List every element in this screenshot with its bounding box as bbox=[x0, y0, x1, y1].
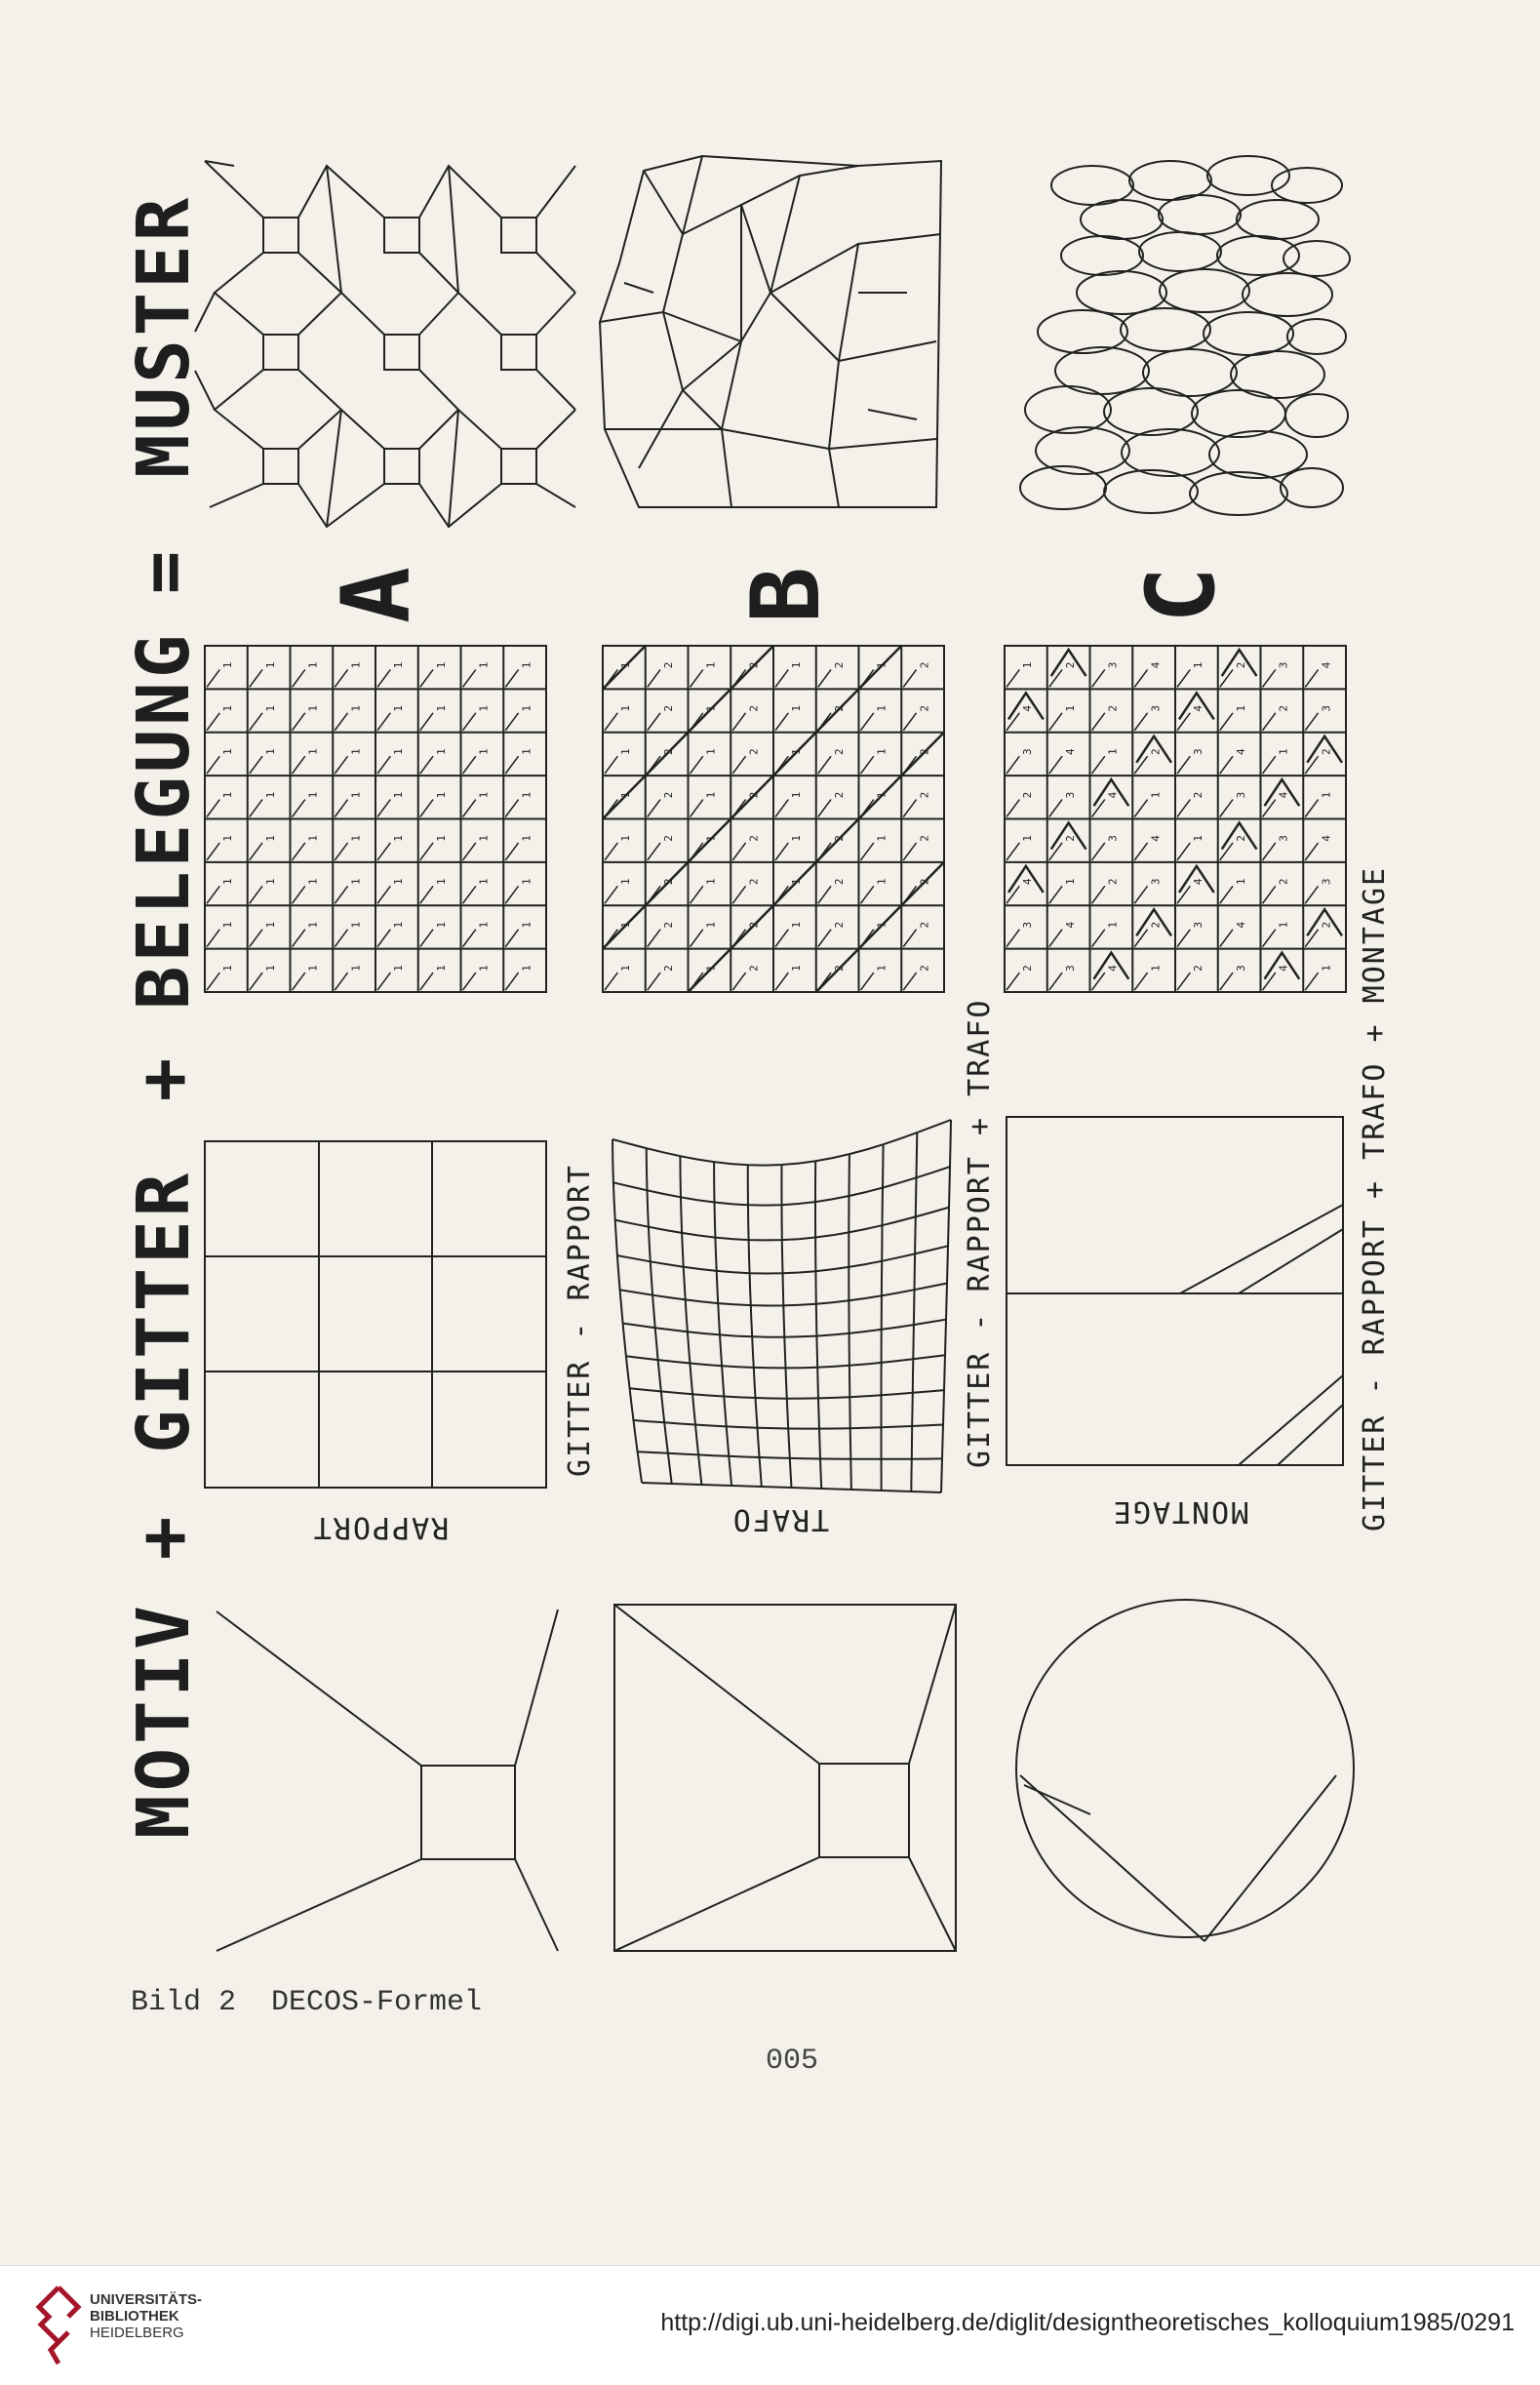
grid-cell-number: 1 bbox=[263, 661, 277, 669]
grid-cell-number: 1 bbox=[520, 661, 533, 669]
grid-cell-number: 1 bbox=[221, 748, 235, 756]
grid-cell-number: 1 bbox=[619, 791, 633, 799]
grid-cell-number: 1 bbox=[875, 791, 888, 799]
grid-cell-number: 1 bbox=[704, 965, 718, 972]
grid-cell-number: 1 bbox=[349, 965, 363, 972]
grid-cell-number: 3 bbox=[1277, 661, 1290, 669]
grid-cell-number: 1 bbox=[704, 705, 718, 712]
grid-cell-number: 1 bbox=[221, 965, 235, 972]
grid-cell-number: 1 bbox=[263, 921, 277, 929]
label-rapport: RAPPORT bbox=[311, 1510, 450, 1544]
grid-cell-number: 1 bbox=[434, 965, 448, 972]
grid-cell-number: 2 bbox=[661, 878, 675, 886]
label-gitter-rapport-trafo-montage: GITTER - RAPPORT + TRAFO + MONTAGE bbox=[1358, 865, 1392, 1531]
grid-cell-number: 1 bbox=[263, 748, 277, 756]
grid-cell-number: 1 bbox=[619, 878, 633, 886]
grid-cell-number: 2 bbox=[832, 748, 846, 756]
formula-equals: = bbox=[122, 546, 206, 595]
grid-cell-number: 2 bbox=[747, 878, 761, 886]
grid-cell-number: 1 bbox=[790, 965, 804, 972]
grid-cell-number: 1 bbox=[875, 705, 888, 712]
grid-cell-number: 2 bbox=[1063, 835, 1077, 842]
grid-cell-number: 1 bbox=[704, 921, 718, 929]
formula-belegung: BELEGUNG bbox=[122, 630, 206, 1010]
grid-cell-number: 2 bbox=[1277, 878, 1290, 886]
grid-cell-number: 1 bbox=[221, 791, 235, 799]
grid-cell-number: 1 bbox=[477, 921, 491, 929]
grid-cell-number: 1 bbox=[392, 661, 406, 669]
grid-cell-number: 1 bbox=[790, 921, 804, 929]
grid-cell-number: 1 bbox=[221, 921, 235, 929]
grid-cell-number: 2 bbox=[918, 921, 931, 929]
grid-cell-number: 2 bbox=[747, 661, 761, 669]
grid-cell-number: 1 bbox=[704, 791, 718, 799]
grid-cell-number: 1 bbox=[875, 661, 888, 669]
grid-cell-number: 1 bbox=[392, 705, 406, 712]
grid-cell-number: 1 bbox=[477, 878, 491, 886]
source-url-link[interactable]: http://digi.ub.uni-heidelberg.de/diglit/designtheoretisches_kolloquium1985/0291 bbox=[660, 2309, 1515, 2336]
grid-cell-number: 2 bbox=[1234, 661, 1247, 669]
grid-cell-number: 2 bbox=[661, 921, 675, 929]
grid-cell-number: 1 bbox=[1149, 965, 1163, 972]
grid-cell-number: 1 bbox=[306, 791, 320, 799]
grid-cell-number: 1 bbox=[1063, 878, 1077, 886]
grid-cell-number: 1 bbox=[392, 921, 406, 929]
grid-cell-number: 2 bbox=[661, 835, 675, 842]
grid-cell-number: 1 bbox=[477, 791, 491, 799]
grid-cell-number: 2 bbox=[918, 878, 931, 886]
grid-cell-number: 2 bbox=[747, 748, 761, 756]
grid-cell-number: 3 bbox=[1277, 835, 1290, 842]
grid-cell-number: 2 bbox=[1106, 705, 1120, 712]
grid-cell-number: 4 bbox=[1277, 791, 1290, 799]
grid-cell-number: 1 bbox=[619, 748, 633, 756]
grid-cell-number: 1 bbox=[349, 791, 363, 799]
grid-cell-number: 2 bbox=[1021, 965, 1035, 972]
grid-cell-number: 1 bbox=[619, 705, 633, 712]
formula-plus-1: + bbox=[122, 1512, 206, 1561]
grid-cell-number: 2 bbox=[1320, 921, 1333, 929]
figure-caption: Bild 2 DECOS-Formel bbox=[131, 1986, 483, 2019]
grid-cell-number: 1 bbox=[221, 878, 235, 886]
grid-cell-number: 2 bbox=[661, 791, 675, 799]
grid-cell-number: 2 bbox=[832, 661, 846, 669]
grid-cell-number: 1 bbox=[477, 705, 491, 712]
grid-cell-number: 2 bbox=[832, 835, 846, 842]
grid-cell-number: 1 bbox=[520, 705, 533, 712]
library-name-line-2: BIBLIOTHEK bbox=[90, 2308, 179, 2325]
pattern-b bbox=[600, 156, 941, 507]
grid-cell-number: 1 bbox=[704, 835, 718, 842]
grid-cell-number: 1 bbox=[392, 878, 406, 886]
grid-cell-number: 1 bbox=[619, 921, 633, 929]
grid-cell-number: 2 bbox=[1149, 921, 1163, 929]
grid-cell-number: 2 bbox=[918, 748, 931, 756]
grid-cell-number: 2 bbox=[1063, 661, 1077, 669]
formula-plus-2: + bbox=[122, 1053, 206, 1102]
grid-cell-number: 1 bbox=[349, 878, 363, 886]
gitter-rapport-grid bbox=[205, 1141, 546, 1488]
grid-cell-number: 4 bbox=[1106, 791, 1120, 799]
grid-cell-number: 1 bbox=[704, 878, 718, 886]
grid-cell-number: 2 bbox=[661, 965, 675, 972]
grid-cell-number: 2 bbox=[1192, 791, 1205, 799]
grid-cell-number: 4 bbox=[1234, 921, 1247, 929]
motiv-c bbox=[1016, 1600, 1354, 1941]
grid-cell-number: 1 bbox=[875, 835, 888, 842]
grid-cell-number: 3 bbox=[1063, 965, 1077, 972]
grid-cell-number: 1 bbox=[790, 835, 804, 842]
grid-cell-number: 1 bbox=[520, 965, 533, 972]
grid-cell-number: 2 bbox=[918, 791, 931, 799]
library-name-line-1: UNIVERSITÄTS- bbox=[90, 2291, 203, 2308]
grid-cell-number: 1 bbox=[392, 791, 406, 799]
grid-cell-number: 3 bbox=[1106, 661, 1120, 669]
page-number: 005 bbox=[766, 2045, 819, 2078]
grid-cell-number: 1 bbox=[221, 705, 235, 712]
motiv-a bbox=[217, 1610, 558, 1951]
grid-cell-number: 1 bbox=[1192, 835, 1205, 842]
grid-cell-number: 1 bbox=[790, 661, 804, 669]
grid-cell-number: 2 bbox=[1192, 965, 1205, 972]
grid-cell-number: 2 bbox=[918, 661, 931, 669]
label-trafo: TRAFO bbox=[731, 1502, 830, 1536]
belegung-grid-a bbox=[205, 646, 546, 992]
library-logo-icon bbox=[35, 2286, 82, 2365]
grid-cell-number: 1 bbox=[306, 878, 320, 886]
grid-cell-number: 2 bbox=[1234, 835, 1247, 842]
grid-cell-number: 1 bbox=[306, 661, 320, 669]
motiv-b bbox=[614, 1605, 956, 1951]
grid-cell-number: 1 bbox=[434, 878, 448, 886]
grid-cell-number: 3 bbox=[1106, 835, 1120, 842]
grid-cell-number: 1 bbox=[704, 748, 718, 756]
grid-cell-number: 2 bbox=[832, 791, 846, 799]
grid-cell-number: 4 bbox=[1320, 661, 1333, 669]
row-letter-a: A bbox=[322, 567, 431, 623]
grid-cell-number: 4 bbox=[1106, 965, 1120, 972]
grid-cell-number: 4 bbox=[1192, 705, 1205, 712]
grid-cell-number: 1 bbox=[434, 705, 448, 712]
grid-cell-number: 1 bbox=[1234, 705, 1247, 712]
grid-cell-number: 3 bbox=[1063, 791, 1077, 799]
grid-cell-number: 1 bbox=[875, 965, 888, 972]
grid-cell-number: 1 bbox=[477, 661, 491, 669]
label-montage: MONTAGE bbox=[1111, 1494, 1249, 1529]
gitter-montage-grid bbox=[1007, 1117, 1343, 1465]
grid-cell-number: 1 bbox=[1277, 921, 1290, 929]
grid-cell-number: 3 bbox=[1021, 748, 1035, 756]
grid-cell-number: 1 bbox=[263, 965, 277, 972]
grid-cell-number: 3 bbox=[1234, 791, 1247, 799]
grid-cell-number: 1 bbox=[349, 705, 363, 712]
pattern-a bbox=[195, 161, 575, 527]
grid-cell-number: 1 bbox=[434, 835, 448, 842]
library-name-line-3: HEIDELBERG bbox=[90, 2325, 184, 2341]
grid-cell-number: 1 bbox=[1149, 791, 1163, 799]
grid-cell-number: 1 bbox=[263, 705, 277, 712]
grid-cell-number: 1 bbox=[1106, 748, 1120, 756]
belegung-grid-b bbox=[603, 646, 944, 992]
grid-cell-number: 1 bbox=[434, 791, 448, 799]
label-gitter-rapport-trafo: GITTER - RAPPORT + TRAFO bbox=[963, 998, 997, 1468]
grid-cell-number: 1 bbox=[875, 921, 888, 929]
grid-cell-number: 1 bbox=[1320, 965, 1333, 972]
grid-cell-number: 2 bbox=[1106, 878, 1120, 886]
grid-cell-number: 3 bbox=[1021, 921, 1035, 929]
grid-cell-number: 4 bbox=[1149, 661, 1163, 669]
grid-cell-number: 1 bbox=[520, 921, 533, 929]
grid-cell-number: 3 bbox=[1320, 705, 1333, 712]
grid-cell-number: 1 bbox=[1106, 921, 1120, 929]
grid-cell-number: 1 bbox=[221, 835, 235, 842]
grid-cell-number: 1 bbox=[306, 748, 320, 756]
grid-cell-number: 1 bbox=[1320, 791, 1333, 799]
grid-cell-number: 4 bbox=[1149, 835, 1163, 842]
grid-cell-number: 1 bbox=[619, 661, 633, 669]
grid-cell-number: 3 bbox=[1149, 878, 1163, 886]
grid-cell-number: 2 bbox=[747, 835, 761, 842]
grid-cell-number: 3 bbox=[1149, 705, 1163, 712]
grid-cell-number: 4 bbox=[1320, 835, 1333, 842]
grid-cell-number: 2 bbox=[661, 661, 675, 669]
grid-cell-number: 1 bbox=[306, 835, 320, 842]
grid-cell-number: 1 bbox=[1021, 835, 1035, 842]
grid-cell-number: 3 bbox=[1234, 965, 1247, 972]
belegung-grid-c bbox=[1005, 646, 1346, 992]
grid-cell-number: 1 bbox=[349, 748, 363, 756]
grid-cell-number: 2 bbox=[832, 921, 846, 929]
grid-cell-number: 1 bbox=[790, 878, 804, 886]
grid-cell-number: 1 bbox=[1192, 661, 1205, 669]
grid-cell-number: 1 bbox=[875, 878, 888, 886]
grid-cell-number: 3 bbox=[1192, 921, 1205, 929]
grid-cell-number: 1 bbox=[790, 748, 804, 756]
grid-cell-number: 1 bbox=[619, 965, 633, 972]
label-gitter-rapport: GITTER - RAPPORT bbox=[563, 1164, 597, 1477]
row-letter-c: C bbox=[1126, 567, 1236, 623]
grid-cell-number: 1 bbox=[392, 965, 406, 972]
grid-cell-number: 2 bbox=[1149, 748, 1163, 756]
grid-cell-number: 1 bbox=[349, 661, 363, 669]
grid-cell-number: 2 bbox=[661, 705, 675, 712]
grid-cell-number: 1 bbox=[477, 965, 491, 972]
grid-cell-number: 1 bbox=[1277, 748, 1290, 756]
grid-cell-number: 1 bbox=[392, 835, 406, 842]
grid-cell-number: 1 bbox=[520, 835, 533, 842]
grid-cell-number: 1 bbox=[704, 661, 718, 669]
formula-motiv: MOTIV bbox=[122, 1602, 206, 1839]
grid-cell-number: 3 bbox=[1320, 878, 1333, 886]
grid-cell-number: 1 bbox=[349, 835, 363, 842]
gitter-trafo-grid bbox=[612, 1120, 951, 1492]
grid-cell-number: 1 bbox=[1021, 661, 1035, 669]
grid-cell-number: 1 bbox=[1234, 878, 1247, 886]
grid-cell-number: 2 bbox=[918, 705, 931, 712]
grid-cell-number: 1 bbox=[306, 705, 320, 712]
grid-cell-number: 1 bbox=[392, 748, 406, 756]
grid-cell-number: 1 bbox=[434, 661, 448, 669]
grid-cell-number: 4 bbox=[1021, 878, 1035, 886]
grid-cell-number: 4 bbox=[1192, 878, 1205, 886]
grid-cell-number: 2 bbox=[661, 748, 675, 756]
grid-cell-number: 1 bbox=[263, 791, 277, 799]
grid-cell-number: 1 bbox=[434, 921, 448, 929]
grid-cell-number: 1 bbox=[221, 661, 235, 669]
footer-bar bbox=[0, 2265, 1540, 2385]
library-name bbox=[90, 2291, 202, 2341]
grid-cell-number: 2 bbox=[747, 921, 761, 929]
grid-cell-number: 1 bbox=[520, 748, 533, 756]
formula-muster: MUSTER bbox=[122, 193, 206, 478]
grid-cell-number: 2 bbox=[747, 965, 761, 972]
grid-cell-number: 1 bbox=[477, 835, 491, 842]
grid-cell-number: 3 bbox=[1192, 748, 1205, 756]
grid-cell-number: 4 bbox=[1234, 748, 1247, 756]
grid-cell-number: 1 bbox=[349, 921, 363, 929]
grid-cell-number: 2 bbox=[747, 705, 761, 712]
grid-cell-number: 1 bbox=[1063, 705, 1077, 712]
grid-cell-number: 1 bbox=[263, 878, 277, 886]
grid-cell-number: 4 bbox=[1063, 748, 1077, 756]
grid-cell-number: 1 bbox=[263, 835, 277, 842]
grid-cell-number: 2 bbox=[1021, 791, 1035, 799]
grid-cell-number: 2 bbox=[832, 965, 846, 972]
grid-cell-number: 1 bbox=[434, 748, 448, 756]
pattern-c bbox=[1020, 156, 1350, 515]
grid-cell-number: 1 bbox=[306, 921, 320, 929]
grid-cell-number: 1 bbox=[477, 748, 491, 756]
row-letter-b: B bbox=[731, 567, 841, 623]
grid-cell-number: 2 bbox=[918, 965, 931, 972]
grid-cell-number: 2 bbox=[832, 705, 846, 712]
grid-cell-number: 2 bbox=[1277, 705, 1290, 712]
grid-cell-number: 2 bbox=[832, 878, 846, 886]
grid-cell-number: 1 bbox=[875, 748, 888, 756]
grid-cell-number: 1 bbox=[520, 791, 533, 799]
grid-cell-number: 2 bbox=[1320, 748, 1333, 756]
formula-gitter: GITTER bbox=[122, 1169, 206, 1453]
grid-cell-number: 4 bbox=[1277, 965, 1290, 972]
grid-cell-number: 1 bbox=[306, 965, 320, 972]
grid-cell-number: 4 bbox=[1063, 921, 1077, 929]
grid-cell-number: 2 bbox=[918, 835, 931, 842]
grid-cell-number: 1 bbox=[790, 791, 804, 799]
grid-cell-number: 2 bbox=[747, 791, 761, 799]
grid-cell-number: 1 bbox=[790, 705, 804, 712]
grid-cell-number: 1 bbox=[619, 835, 633, 842]
grid-cell-number: 4 bbox=[1021, 705, 1035, 712]
grid-cell-number: 1 bbox=[520, 878, 533, 886]
